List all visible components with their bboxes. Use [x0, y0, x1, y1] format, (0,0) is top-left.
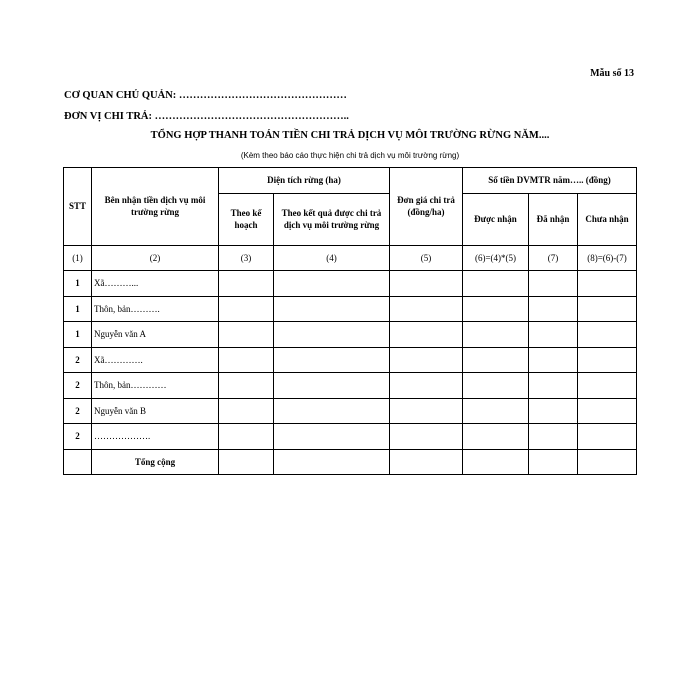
agency-line: CƠ QUAN CHỦ QUẢN: …………………………………………: [64, 90, 347, 101]
row-amount-pending: [578, 271, 637, 297]
row-area-result: [274, 398, 390, 424]
row-area-result: [274, 296, 390, 322]
row-amount-received: [529, 322, 578, 348]
column-number: (3): [219, 246, 274, 271]
row-area-planned: [219, 347, 274, 373]
total-amount-entitled: [463, 449, 529, 475]
row-recipient: Xã………...: [92, 271, 219, 297]
row-amount-pending: [578, 373, 637, 399]
row-amount-received: [529, 347, 578, 373]
document-title: TỔNG HỢP THANH TOÁN TIỀN CHI TRẢ DỊCH VỤ MÔI TRƯỜNG RỪNG NĂM....: [150, 130, 550, 141]
row-area-planned: [219, 398, 274, 424]
row-amount-entitled: [463, 398, 529, 424]
row-stt: 1: [64, 271, 92, 297]
row-stt: 2: [64, 398, 92, 424]
row-recipient: Xã………….: [92, 347, 219, 373]
column-number: (2): [92, 246, 219, 271]
row-stt: 2: [64, 424, 92, 450]
row-stt: 1: [64, 322, 92, 348]
row-amount-entitled: [463, 424, 529, 450]
row-amount-entitled: [463, 373, 529, 399]
column-number: (4): [274, 246, 390, 271]
row-recipient: Nguyễn văn A: [92, 322, 219, 348]
row-stt: 2: [64, 347, 92, 373]
header-stt: STT: [64, 168, 92, 246]
row-amount-entitled: [463, 296, 529, 322]
header-amount: Số tiền DVMTR năm….. (đồng): [463, 168, 637, 194]
row-area-result: [274, 271, 390, 297]
total-amount-received: [529, 449, 578, 475]
row-amount-received: [529, 398, 578, 424]
column-number: (7): [529, 246, 578, 271]
row-unit-price: [390, 296, 463, 322]
row-area-result: [274, 424, 390, 450]
column-number: (1): [64, 246, 92, 271]
row-amount-entitled: [463, 347, 529, 373]
row-recipient: Thôn, bản…………: [92, 373, 219, 399]
row-area-planned: [219, 296, 274, 322]
row-unit-price: [390, 322, 463, 348]
row-amount-received: [529, 271, 578, 297]
row-amount-received: [529, 373, 578, 399]
row-unit-price: [390, 271, 463, 297]
row-stt: 2: [64, 373, 92, 399]
form-number: Mẫu số 13: [590, 68, 634, 79]
column-number: (6)=(4)*(5): [463, 246, 529, 271]
table-row: [64, 398, 637, 424]
header-amount-entitled: Được nhận: [463, 194, 529, 246]
row-amount-entitled: [463, 322, 529, 348]
row-amount-entitled: [463, 271, 529, 297]
table-row: [64, 347, 637, 373]
row-area-planned: [219, 322, 274, 348]
row-recipient: Nguyễn văn B: [92, 398, 219, 424]
payer-line: ĐƠN VỊ CHI TRẢ: ………………………………………………..: [64, 111, 349, 122]
row-unit-price: [390, 424, 463, 450]
row-area-result: [274, 347, 390, 373]
total-area-planned: [219, 449, 274, 475]
column-number-row: [64, 246, 637, 271]
row-amount-pending: [578, 424, 637, 450]
table-row: [64, 373, 637, 399]
column-number: (5): [390, 246, 463, 271]
row-amount-received: [529, 424, 578, 450]
table-row: [64, 322, 637, 348]
total-area-result: [274, 449, 390, 475]
table-row: [64, 296, 637, 322]
row-area-planned: [219, 271, 274, 297]
header-amount-pending: Chưa nhận: [578, 194, 637, 246]
total-label: Tổng cộng: [92, 449, 219, 475]
header-unit-price: Đơn giá chi trả (đồng/ha): [390, 168, 463, 246]
row-stt: 1: [64, 296, 92, 322]
table-row: [64, 424, 637, 450]
row-amount-pending: [578, 398, 637, 424]
row-area-planned: [219, 373, 274, 399]
row-area-result: [274, 373, 390, 399]
payment-summary-table: [63, 167, 637, 475]
row-amount-pending: [578, 296, 637, 322]
row-area-result: [274, 322, 390, 348]
row-unit-price: [390, 398, 463, 424]
row-unit-price: [390, 373, 463, 399]
total-row: [64, 449, 637, 475]
column-number: (8)=(6)-(7): [578, 246, 637, 271]
header-recipient: Bên nhận tiền dịch vụ môi trường rừng: [92, 168, 219, 246]
row-area-planned: [219, 424, 274, 450]
row-recipient: ……………….: [92, 424, 219, 450]
header-area-planned: Theo kế hoạch: [219, 194, 274, 246]
total-unit-price: [390, 449, 463, 475]
table-row: [64, 271, 637, 297]
total-stt: [64, 449, 92, 475]
header-amount-received: Đã nhận: [529, 194, 578, 246]
document-subtitle: (Kèm theo báo cáo thực hiện chi trả dịch vụ môi trường rừng): [240, 151, 460, 160]
row-amount-pending: [578, 322, 637, 348]
row-amount-received: [529, 296, 578, 322]
total-amount-pending: [578, 449, 637, 475]
row-amount-pending: [578, 347, 637, 373]
row-recipient: Thôn, bản……….: [92, 296, 219, 322]
row-unit-price: [390, 347, 463, 373]
header-area-result: Theo kết quả được chi trả dịch vụ môi trường rừng: [274, 194, 390, 246]
header-forest-area: Diện tích rừng (ha): [219, 168, 390, 194]
